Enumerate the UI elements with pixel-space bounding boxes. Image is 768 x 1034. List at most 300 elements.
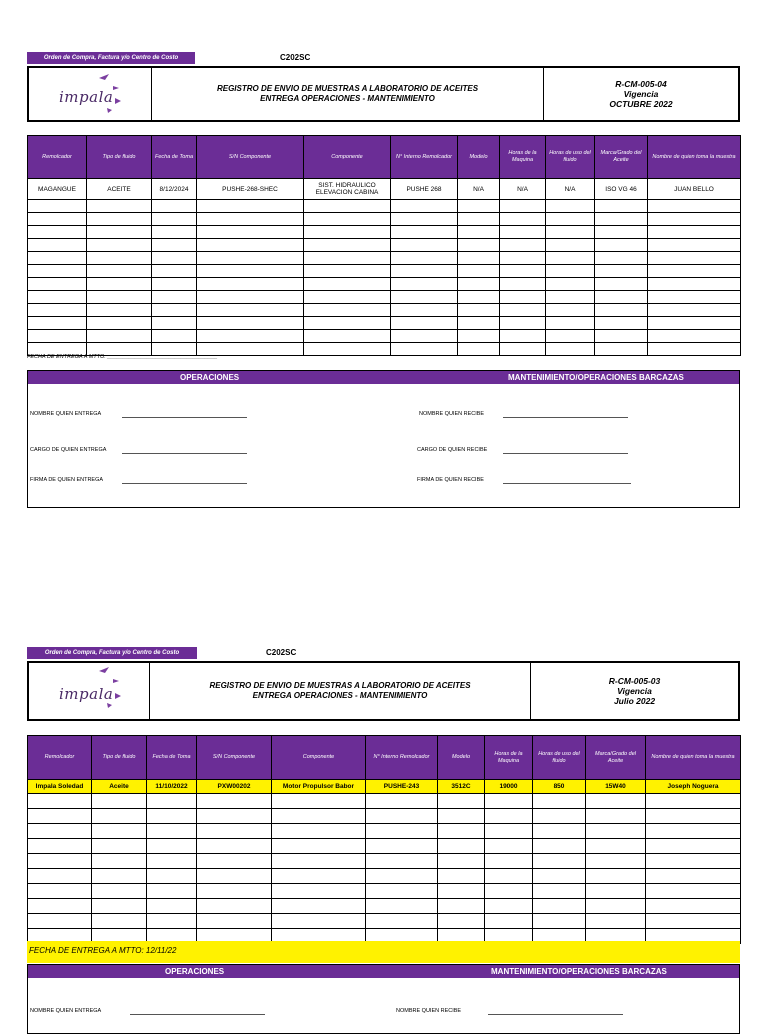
table-cell[interactable] (366, 839, 438, 854)
table-cell[interactable] (87, 265, 152, 278)
table-cell[interactable] (586, 899, 646, 914)
table-cell[interactable] (28, 899, 92, 914)
table-cell[interactable] (391, 252, 458, 265)
table-cell[interactable] (92, 914, 147, 929)
form-title-line1: REGISTRO DE ENVIO DE MUESTRAS A LABORATORIO DE ACEITES (209, 681, 471, 690)
table-cell[interactable] (586, 839, 646, 854)
table-cell[interactable] (533, 869, 586, 884)
table-cell[interactable] (458, 226, 500, 239)
table-cell[interactable] (304, 330, 391, 343)
table-cell[interactable]: 3512C (438, 780, 485, 794)
form-title (150, 663, 531, 719)
table-cell[interactable] (391, 226, 458, 239)
table-cell[interactable] (646, 794, 741, 809)
table-cell[interactable]: 11/10/2022 (147, 780, 197, 794)
table-cell[interactable] (147, 914, 197, 929)
table-cell[interactable] (648, 291, 741, 304)
table-cell[interactable] (458, 317, 500, 330)
table-cell[interactable] (87, 213, 152, 226)
table-cell[interactable] (391, 278, 458, 291)
table-cell[interactable]: N/A (458, 179, 500, 200)
table-cell[interactable] (92, 854, 147, 869)
table-row (28, 839, 741, 854)
cost-center-tag: Orden de Compra, Factura y/o Centro de Costo (27, 52, 195, 64)
table-cell[interactable] (458, 200, 500, 213)
table-cell[interactable]: PXW00202 (197, 780, 272, 794)
table-cell[interactable] (197, 291, 304, 304)
table-cell[interactable] (546, 343, 595, 356)
table-cell[interactable] (391, 343, 458, 356)
table-cell[interactable] (438, 869, 485, 884)
table-cell[interactable] (648, 213, 741, 226)
table-cell[interactable] (92, 794, 147, 809)
table-cell[interactable] (458, 343, 500, 356)
table-cell[interactable] (646, 899, 741, 914)
table-cell[interactable] (197, 304, 304, 317)
table-cell[interactable] (28, 330, 87, 343)
table-row (28, 899, 741, 914)
vigencia-date: OCTUBRE 2022 (609, 99, 673, 109)
table-cell[interactable] (546, 200, 595, 213)
table-cell[interactable]: N/A (500, 179, 546, 200)
table-row (28, 317, 741, 330)
table-cell[interactable] (197, 239, 304, 252)
table-cell[interactable] (500, 200, 546, 213)
table-cell[interactable] (438, 824, 485, 839)
cost-center-tag: Orden de Compra, Factura y/o Centro de Costo (27, 647, 197, 659)
table-cell[interactable] (28, 824, 92, 839)
logo-text: impala (59, 685, 114, 703)
table-cell[interactable] (87, 226, 152, 239)
table-row (28, 200, 741, 213)
form-1 (27, 52, 740, 512)
table-cell[interactable] (595, 213, 648, 226)
table-cell[interactable] (197, 794, 272, 809)
table-cell[interactable] (500, 213, 546, 226)
table-cell[interactable] (500, 239, 546, 252)
table-cell[interactable] (28, 914, 92, 929)
table-cell[interactable] (197, 265, 304, 278)
table-row (28, 794, 741, 809)
table-cell[interactable]: Impala Soledad (28, 780, 92, 794)
nombre-recibe-input[interactable] (488, 1014, 623, 1015)
table-cell[interactable] (595, 330, 648, 343)
table-cell[interactable] (197, 213, 304, 226)
table-cell[interactable] (458, 252, 500, 265)
table-cell[interactable] (272, 869, 366, 884)
table-cell[interactable] (304, 304, 391, 317)
firma-recibe-input[interactable] (503, 483, 631, 484)
doc-code: R-CM-005-03 (608, 676, 661, 686)
table-cell[interactable] (28, 278, 87, 291)
table-cell[interactable] (152, 252, 197, 265)
table-cell[interactable] (304, 252, 391, 265)
table-cell[interactable] (533, 794, 586, 809)
table-cell[interactable] (586, 884, 646, 899)
table-cell[interactable] (546, 278, 595, 291)
table-cell[interactable] (500, 252, 546, 265)
table-cell[interactable] (438, 854, 485, 869)
table-cell[interactable] (147, 809, 197, 824)
table-cell[interactable] (197, 200, 304, 213)
table-cell[interactable]: PUSHE-243 (366, 780, 438, 794)
table-cell[interactable] (546, 239, 595, 252)
table-cell[interactable] (28, 239, 87, 252)
table-cell[interactable] (87, 304, 152, 317)
operaciones-label: OPERACIONES (180, 373, 240, 382)
table-cell[interactable]: JUAN BELLO (648, 179, 741, 200)
field-label: CARGO DE QUIEN ENTREGA (30, 447, 107, 453)
firma-entrega-input[interactable] (122, 483, 247, 484)
table-cell[interactable] (485, 899, 533, 914)
table-cell[interactable] (304, 239, 391, 252)
table-cell[interactable] (646, 914, 741, 929)
table-cell[interactable] (152, 304, 197, 317)
table-cell[interactable] (197, 252, 304, 265)
table-cell[interactable]: Aceite (92, 780, 147, 794)
nombre-recibe-input[interactable] (503, 417, 628, 418)
table-cell[interactable] (648, 239, 741, 252)
table-cell[interactable] (28, 809, 92, 824)
table-cell[interactable] (197, 884, 272, 899)
table-cell[interactable] (546, 330, 595, 343)
table-cell[interactable] (152, 278, 197, 291)
table-cell[interactable] (546, 265, 595, 278)
table-cell[interactable] (595, 200, 648, 213)
table-cell[interactable] (304, 226, 391, 239)
table-cell[interactable] (595, 343, 648, 356)
table-cell[interactable] (304, 291, 391, 304)
table-cell[interactable] (458, 278, 500, 291)
table-cell[interactable] (648, 330, 741, 343)
table-cell[interactable] (366, 794, 438, 809)
table-cell[interactable] (485, 869, 533, 884)
table-cell[interactable] (272, 884, 366, 899)
table-cell[interactable] (458, 265, 500, 278)
table-cell[interactable] (304, 343, 391, 356)
table-cell[interactable]: N/A (546, 179, 595, 200)
table-cell[interactable] (500, 317, 546, 330)
doc-code-box (544, 68, 738, 120)
impala-logo (29, 663, 150, 719)
fecha-entrega-bar (27, 941, 740, 963)
col-header: Horas de la Maquina (500, 136, 546, 179)
table-cell[interactable] (546, 226, 595, 239)
table-cell[interactable] (595, 317, 648, 330)
col-header: S/N Componente (197, 736, 272, 780)
table-cell[interactable] (546, 291, 595, 304)
table-cell[interactable] (28, 304, 87, 317)
table-cell[interactable] (197, 899, 272, 914)
table-cell[interactable]: 8/12/2024 (152, 179, 197, 200)
col-header: S/N Componente (197, 136, 304, 179)
table-cell[interactable] (648, 317, 741, 330)
table-cell[interactable]: ISO VG 46 (595, 179, 648, 200)
table-cell[interactable] (533, 899, 586, 914)
cargo-recibe-input[interactable] (503, 453, 628, 454)
table-cell[interactable] (485, 914, 533, 929)
table-cell[interactable] (595, 265, 648, 278)
table-cell[interactable] (646, 824, 741, 839)
samples-table (27, 135, 741, 356)
table-cell[interactable] (87, 278, 152, 291)
table-cell[interactable] (28, 869, 92, 884)
table-cell[interactable] (586, 809, 646, 824)
table-cell[interactable] (595, 252, 648, 265)
table-cell[interactable] (595, 226, 648, 239)
col-header: Componente (272, 736, 366, 780)
table-cell[interactable] (28, 839, 92, 854)
empty-rows (28, 794, 741, 944)
table-cell[interactable] (304, 278, 391, 291)
table-row (28, 278, 741, 291)
field-label: NOMBRE QUIEN ENTREGA (30, 1008, 102, 1014)
table-cell[interactable] (197, 824, 272, 839)
field-label: FIRMA DE QUIEN RECIBE (417, 477, 484, 483)
table-cell[interactable] (391, 291, 458, 304)
table-cell[interactable]: 15W40 (586, 780, 646, 794)
table-cell[interactable] (152, 317, 197, 330)
table-cell[interactable] (458, 330, 500, 343)
table-cell[interactable] (92, 839, 147, 854)
table-cell[interactable] (147, 839, 197, 854)
table-cell[interactable]: PUSHE-268-SHEC (197, 179, 304, 200)
table-cell[interactable]: PUSHE 268 (391, 179, 458, 200)
table-cell[interactable] (28, 226, 87, 239)
table-cell[interactable] (438, 899, 485, 914)
table-cell[interactable] (272, 899, 366, 914)
table-cell[interactable] (28, 213, 87, 226)
table-cell[interactable] (92, 809, 147, 824)
col-header: Nombre de quien toma la muestra (648, 136, 741, 179)
table-cell[interactable] (366, 884, 438, 899)
table-cell[interactable] (304, 317, 391, 330)
table-cell[interactable] (391, 200, 458, 213)
table-cell[interactable]: MAGANGUE (28, 179, 87, 200)
table-cell[interactable] (595, 239, 648, 252)
table-cell[interactable] (586, 794, 646, 809)
table-row (28, 330, 741, 343)
table-cell[interactable] (197, 809, 272, 824)
table-cell[interactable] (87, 317, 152, 330)
table-cell[interactable] (438, 839, 485, 854)
table-cell[interactable]: ACEITE (87, 179, 152, 200)
table-cell[interactable] (646, 839, 741, 854)
col-header: Modelo (458, 136, 500, 179)
col-header: Tipo de fluido (87, 136, 152, 179)
table-cell[interactable] (366, 824, 438, 839)
table-cell[interactable] (87, 330, 152, 343)
table-cell[interactable]: SIST. HIDRAULICO ELEVACION CABINA (304, 179, 391, 200)
table-cell[interactable] (28, 291, 87, 304)
table-cell[interactable] (366, 809, 438, 824)
table-cell[interactable] (391, 317, 458, 330)
table-cell[interactable] (500, 343, 546, 356)
table-cell[interactable] (648, 226, 741, 239)
col-header: N° Interno Remolcador (391, 136, 458, 179)
table-cell[interactable] (485, 839, 533, 854)
table-cell[interactable] (366, 869, 438, 884)
table-cell[interactable] (438, 809, 485, 824)
table-cell[interactable] (533, 884, 586, 899)
table-cell[interactable] (391, 239, 458, 252)
cargo-entrega-input[interactable] (122, 453, 247, 454)
table-cell[interactable] (147, 884, 197, 899)
table-cell[interactable] (646, 809, 741, 824)
table-cell[interactable] (87, 200, 152, 213)
table-cell[interactable] (87, 239, 152, 252)
table-cell[interactable] (272, 809, 366, 824)
table-cell[interactable] (272, 794, 366, 809)
cost-center-code: C202SC (280, 53, 311, 62)
table-cell[interactable] (92, 899, 147, 914)
table-cell[interactable] (147, 899, 197, 914)
table-cell[interactable] (366, 854, 438, 869)
col-header: Marca/Grado del Aceite (595, 136, 648, 179)
form-title-line2: ENTREGA OPERACIONES - MANTENIMIENTO (260, 94, 435, 103)
table-cell[interactable] (458, 213, 500, 226)
table-cell[interactable] (648, 304, 741, 317)
impala-logo (29, 68, 152, 120)
table-cell[interactable] (197, 226, 304, 239)
table-cell[interactable] (646, 869, 741, 884)
table-cell[interactable] (28, 200, 87, 213)
table-cell[interactable] (152, 213, 197, 226)
table-cell[interactable] (152, 239, 197, 252)
table-cell[interactable]: Joseph Noguera (646, 780, 741, 794)
field-label: FIRMA DE QUIEN ENTREGA (30, 477, 104, 483)
table-cell[interactable] (152, 291, 197, 304)
table-cell[interactable] (304, 265, 391, 278)
table-cell[interactable] (304, 213, 391, 226)
nombre-entrega-input[interactable] (122, 417, 247, 418)
table-cell[interactable] (646, 854, 741, 869)
table-cell[interactable] (648, 200, 741, 213)
table-cell[interactable] (366, 914, 438, 929)
table-row (28, 824, 741, 839)
table-cell[interactable] (500, 330, 546, 343)
table-cell[interactable] (500, 278, 546, 291)
table-cell[interactable] (500, 265, 546, 278)
table-cell[interactable] (366, 899, 438, 914)
table-cell[interactable] (438, 794, 485, 809)
table-cell[interactable] (152, 265, 197, 278)
table-cell[interactable] (546, 213, 595, 226)
vigencia-label: Vigencia (617, 686, 652, 696)
nombre-entrega-input[interactable] (130, 1014, 265, 1015)
table-cell[interactable] (595, 291, 648, 304)
table-cell[interactable] (197, 914, 272, 929)
table-cell[interactable] (87, 291, 152, 304)
table-cell[interactable] (272, 914, 366, 929)
table-cell[interactable] (485, 809, 533, 824)
table-cell[interactable] (272, 824, 366, 839)
table-cell[interactable]: Motor Propulsor Babor (272, 780, 366, 794)
table-cell[interactable] (485, 884, 533, 899)
table-cell[interactable] (197, 278, 304, 291)
table-cell[interactable] (485, 794, 533, 809)
table-cell[interactable] (87, 252, 152, 265)
table-cell[interactable] (28, 794, 92, 809)
table-cell[interactable] (586, 914, 646, 929)
table-cell[interactable] (485, 854, 533, 869)
table-cell[interactable] (304, 200, 391, 213)
table-cell[interactable] (152, 330, 197, 343)
table-cell[interactable] (586, 854, 646, 869)
table-cell[interactable]: 850 (533, 780, 586, 794)
table-cell[interactable] (391, 304, 458, 317)
table-cell[interactable] (152, 226, 197, 239)
table-cell[interactable] (391, 330, 458, 343)
table-cell[interactable] (197, 839, 272, 854)
table-cell[interactable] (586, 824, 646, 839)
table-cell[interactable] (391, 265, 458, 278)
table-cell[interactable] (546, 317, 595, 330)
table-cell[interactable] (648, 265, 741, 278)
table-cell[interactable] (595, 278, 648, 291)
table-cell[interactable] (92, 824, 147, 839)
table-cell[interactable] (648, 343, 741, 356)
table-cell[interactable] (533, 824, 586, 839)
table-cell[interactable] (152, 200, 197, 213)
table-cell[interactable] (546, 304, 595, 317)
table-cell[interactable] (438, 914, 485, 929)
field-label: NOMBRE QUIEN RECIBE (396, 1008, 462, 1014)
form-title (152, 68, 544, 120)
table-cell[interactable] (533, 809, 586, 824)
col-header: Nombre de quien toma la muestra (646, 736, 741, 780)
table-cell[interactable] (485, 824, 533, 839)
table-cell[interactable] (28, 854, 92, 869)
table-cell[interactable] (648, 252, 741, 265)
table-cell[interactable] (92, 869, 147, 884)
table-cell[interactable] (28, 884, 92, 899)
table-cell[interactable] (458, 304, 500, 317)
table-cell[interactable] (147, 869, 197, 884)
table-cell[interactable] (92, 884, 147, 899)
table-cell[interactable] (272, 854, 366, 869)
table-cell[interactable] (500, 291, 546, 304)
table-cell[interactable] (272, 839, 366, 854)
table-cell[interactable] (197, 854, 272, 869)
table-cell[interactable] (646, 884, 741, 899)
table-row (28, 809, 741, 824)
table-cell[interactable] (147, 824, 197, 839)
table-cell[interactable] (648, 278, 741, 291)
table-cell[interactable] (458, 291, 500, 304)
table-cell[interactable] (147, 854, 197, 869)
table-cell[interactable] (500, 304, 546, 317)
table-cell[interactable] (28, 265, 87, 278)
table-cell[interactable] (197, 869, 272, 884)
table-cell[interactable] (500, 226, 546, 239)
table-cell[interactable] (595, 304, 648, 317)
table-cell[interactable] (533, 914, 586, 929)
table-cell[interactable] (391, 213, 458, 226)
table-cell[interactable] (147, 794, 197, 809)
table-cell[interactable] (28, 252, 87, 265)
table-cell[interactable] (197, 317, 304, 330)
table-cell[interactable] (197, 330, 304, 343)
table-cell[interactable] (533, 839, 586, 854)
table-cell[interactable] (586, 869, 646, 884)
table-cell[interactable] (28, 317, 87, 330)
table-cell[interactable] (546, 252, 595, 265)
table-cell[interactable]: 19000 (485, 780, 533, 794)
table-cell[interactable] (533, 854, 586, 869)
table-cell[interactable] (438, 884, 485, 899)
table-cell[interactable] (458, 239, 500, 252)
